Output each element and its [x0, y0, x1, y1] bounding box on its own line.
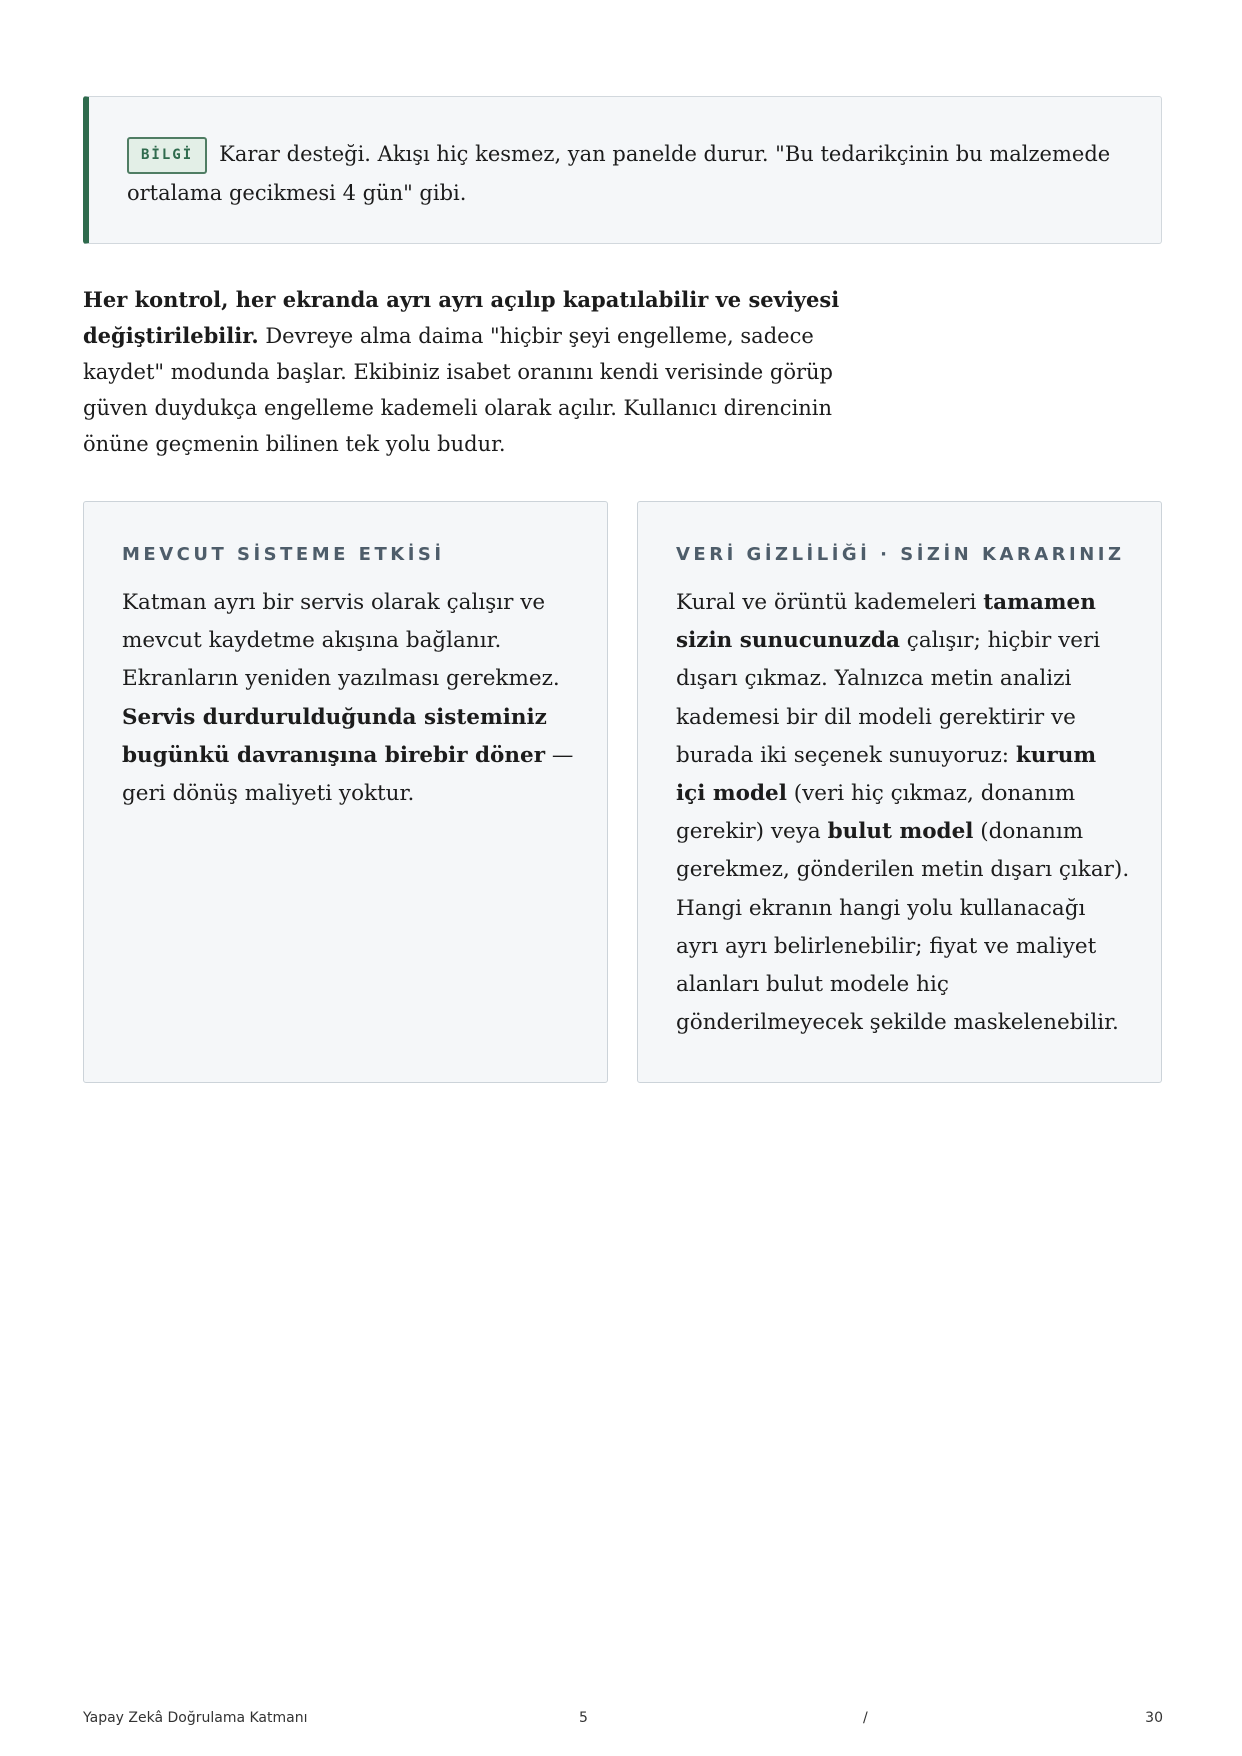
impact-text-1: Katman ayrı bir servis olarak çalışır ve mevcut kaydetme akışına bağlanır. Ekranların yeniden yazılması gerekmez. [122, 590, 560, 692]
footer-page-separator: / [863, 1710, 868, 1726]
system-impact-title: MEVCUT SİSTEME ETKİSİ [122, 544, 445, 565]
privacy-text-3: (veri hiç çıkmaz, donanım gerekir) veya [676, 781, 1076, 845]
intro-bold: Her kontrol, her ekranda ayrı ayrı açılıp kapatılabilir ve seviyesi değiştirilebilir. [83, 287, 840, 348]
privacy-bold-1: tamamen sizin sunucunuzda [676, 590, 1096, 654]
privacy-text-4: (donanım gerekmez, gönderilen metin dışarı çıkar). Hangi ekranın hangi yolu kullanacağı ayrı ayrı belirlenebilir; fiyat ve maliyet alanları bulut modele hiç gönderilmeyecek şekilde maskelenebilir. [676, 819, 1130, 1036]
info-callout [83, 96, 1162, 244]
footer-page-number: 5 [579, 1710, 588, 1726]
impact-bold-1: Servis durdurulduğunda sisteminiz bugünkü davranışına birebir döner [122, 704, 547, 768]
data-privacy-body [676, 584, 1131, 1042]
footer-document-title: Yapay Zekâ Doğrulama Katmanı [83, 1710, 308, 1726]
data-privacy-title: VERİ GİZLİLİĞİ · SİZİN KARARINIZ [676, 544, 1125, 565]
privacy-text-2: çalışır; hiçbir veri dışarı çıkmaz. Yalnızca metin analizi kademesi bir dil modeli gerektirir ve burada iki seçenek sunuyoruz: [676, 628, 1101, 768]
privacy-bold-2: kurum içi model [676, 742, 1097, 807]
system-impact-body [122, 584, 577, 813]
impact-text-2: — geri dönüş maliyeti yoktur. [122, 742, 574, 807]
footer-total-pages: 30 [1145, 1710, 1163, 1726]
intro-paragraph [83, 282, 883, 462]
intro-text: Devreye alma daima "hiçbir şeyi engelleme, sadece kaydet" modunda başlar. Ekibiniz isabet oranını kendi verisinde görüp güven duydukça engelleme kademeli olarak açılır. Kullanıcı direncinin önüne geçmenin bilinen tek yolu budur. [83, 324, 833, 456]
page-footer [83, 1710, 1163, 1734]
privacy-bold-3: bulut model [827, 819, 974, 845]
system-impact-card [83, 501, 608, 1083]
info-badge: BİLGİ [127, 137, 207, 174]
privacy-text-1: Kural ve örüntü kademeleri [676, 590, 984, 615]
callout-text: Karar desteği. Akışı hiç kesmez, yan panelde durur. "Bu tedarikçinin bu malzemede ortalama gecikmesi 4 gün" gibi. [127, 142, 1111, 205]
data-privacy-card [637, 501, 1162, 1083]
